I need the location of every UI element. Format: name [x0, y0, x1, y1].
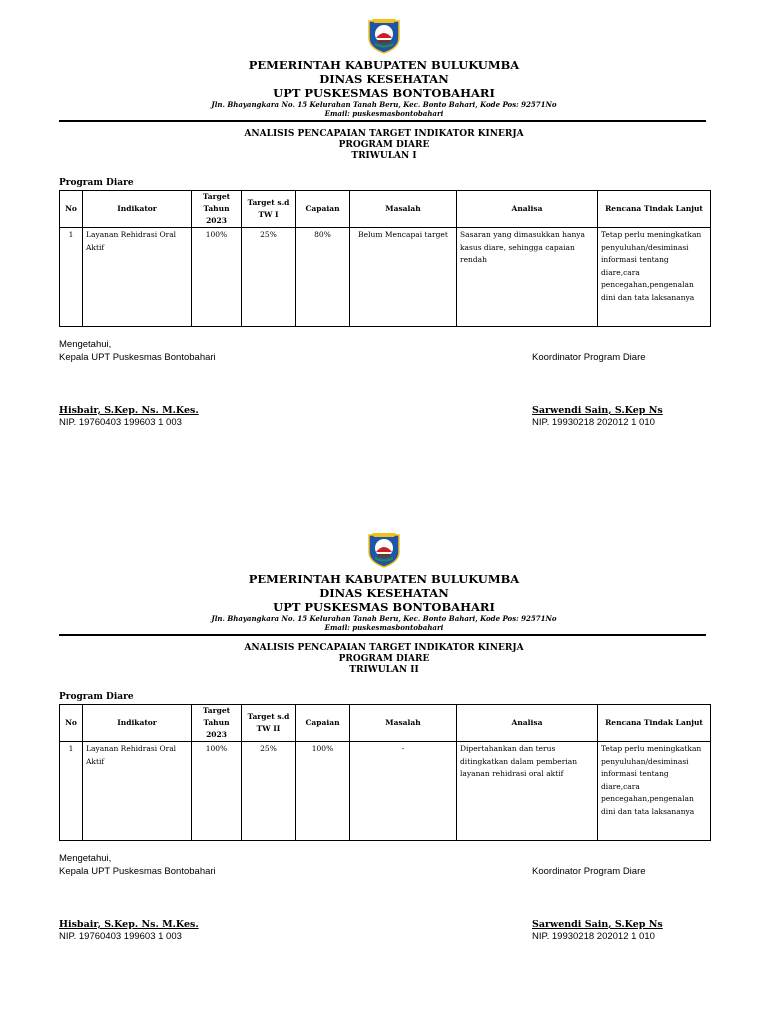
col-no: No [60, 705, 83, 742]
coordinator-title: Koordinator Program Diare [532, 866, 646, 877]
bulukumba-emblem-icon [366, 530, 402, 568]
indicator-table [59, 704, 711, 841]
cell-target-sd: 25% [242, 742, 296, 841]
coordinator-title: Koordinator Program Diare [532, 352, 646, 363]
col-target-tahun: Target Tahun 2023 [192, 705, 242, 742]
govt-name: PEMERINTAH KABUPATEN BULUKUMBA [248, 58, 520, 72]
head-signatory-name: Hisbair, S.Kep. Ns. M.Kes. [59, 919, 199, 930]
agency-name: DINAS KESEHATAN [319, 72, 449, 86]
col-analisa: Analisa [457, 705, 598, 742]
cell-target-tahun: 100% [192, 742, 242, 841]
bulukumba-emblem-icon [366, 16, 402, 54]
cell-target-sd: 25% [242, 228, 296, 327]
coordinator-nip: NIP. 19930218 202012 1 010 [532, 417, 655, 428]
col-no: No [60, 191, 83, 228]
govt-name: PEMERINTAH KABUPATEN BULUKUMBA [248, 572, 520, 586]
report-triwulan-2 [0, 514, 768, 1014]
header-rule [59, 120, 706, 122]
cell-masalah: Belum Mencapai target [350, 228, 457, 327]
head-signatory-name: Hisbair, S.Kep. Ns. M.Kes. [59, 405, 199, 416]
cell-indikator: Layanan Rehidrasi Oral Aktif [83, 228, 192, 327]
head-title: Kepala UPT Puskesmas Bontobahari [59, 352, 216, 363]
col-rencana: Rencana Tindak Lanjut [598, 191, 711, 228]
col-target-sd: Target s.d TW II [242, 705, 296, 742]
report-title: ANALISIS PENCAPAIAN TARGET INDIKATOR KINERJA [244, 129, 524, 139]
col-masalah: Masalah [350, 191, 457, 228]
cell-rencana: Tetap perlu meningkatkan penyuluhan/desiminasi informasi tentang diare,cara pencegahan,pengenalan dini dan tata laksananya [598, 742, 711, 841]
cell-no: 1 [60, 228, 83, 327]
table-header-row [60, 705, 711, 742]
program-label: Program Diare [59, 692, 134, 702]
address: Jln. Bhayangkara No. 15 Kelurahan Tanah Beru, Kec. Bonto Bahari, Kode Pos: 92571No [211, 614, 557, 623]
col-indikator: Indikator [83, 705, 192, 742]
cell-analisa: Sasaran yang dimasukkan hanya kasus diare, sehingga capaian rendah [457, 228, 598, 327]
acknowledged-label: Mengetahui, [59, 339, 112, 350]
table-header-row [60, 191, 711, 228]
report-period: TRIWULAN I [351, 151, 417, 161]
report-program: PROGRAM DIARE [338, 654, 430, 664]
report-period: TRIWULAN II [349, 665, 419, 675]
coordinator-signatory-name: Sarwendi Sain, S.Kep Ns [532, 919, 663, 930]
header-rule [59, 634, 706, 636]
cell-no: 1 [60, 742, 83, 841]
coordinator-signatory-name: Sarwendi Sain, S.Kep Ns [532, 405, 663, 416]
col-rencana: Rencana Tindak Lanjut [598, 705, 711, 742]
cell-capaian: 100% [296, 742, 350, 841]
cell-analisa: Dipertahankan dan terus ditingkatkan dalam pemberian layanan rehidrasi oral aktif [457, 742, 598, 841]
agency-name: DINAS KESEHATAN [319, 586, 449, 600]
col-analisa: Analisa [457, 191, 598, 228]
table-row [60, 742, 711, 841]
col-indikator: Indikator [83, 191, 192, 228]
report-title: ANALISIS PENCAPAIAN TARGET INDIKATOR KINERJA [244, 643, 524, 653]
report-triwulan-1 [0, 0, 768, 500]
coordinator-nip: NIP. 19930218 202012 1 010 [532, 931, 655, 942]
col-capaian: Capaian [296, 705, 350, 742]
cell-masalah: - [350, 742, 457, 841]
address: Jln. Bhayangkara No. 15 Kelurahan Tanah Beru, Kec. Bonto Bahari, Kode Pos: 92571No [211, 100, 557, 109]
col-masalah: Masalah [350, 705, 457, 742]
head-title: Kepala UPT Puskesmas Bontobahari [59, 866, 216, 877]
indicator-table [59, 190, 711, 327]
cell-indikator: Layanan Rehidrasi Oral Aktif [83, 742, 192, 841]
program-label: Program Diare [59, 178, 134, 188]
col-target-tahun: Target Tahun 2023 [192, 191, 242, 228]
col-capaian: Capaian [296, 191, 350, 228]
table-row [60, 228, 711, 327]
cell-rencana: Tetap perlu meningkatkan penyuluhan/desiminasi informasi tentang diare,cara pencegahan,pengenalan dini dan tata laksananya [598, 228, 711, 327]
head-nip: NIP. 19760403 199603 1 003 [59, 417, 182, 428]
acknowledged-label: Mengetahui, [59, 853, 112, 864]
head-nip: NIP. 19760403 199603 1 003 [59, 931, 182, 942]
unit-name: UPT PUSKESMAS BONTOBAHARI [273, 600, 495, 614]
report-program: PROGRAM DIARE [338, 140, 430, 150]
unit-name: UPT PUSKESMAS BONTOBAHARI [273, 86, 495, 100]
col-target-sd: Target s.d TW I [242, 191, 296, 228]
cell-target-tahun: 100% [192, 228, 242, 327]
email: Email: puskesmasbontobahari [324, 623, 444, 632]
email: Email: puskesmasbontobahari [324, 109, 444, 118]
cell-capaian: 80% [296, 228, 350, 327]
